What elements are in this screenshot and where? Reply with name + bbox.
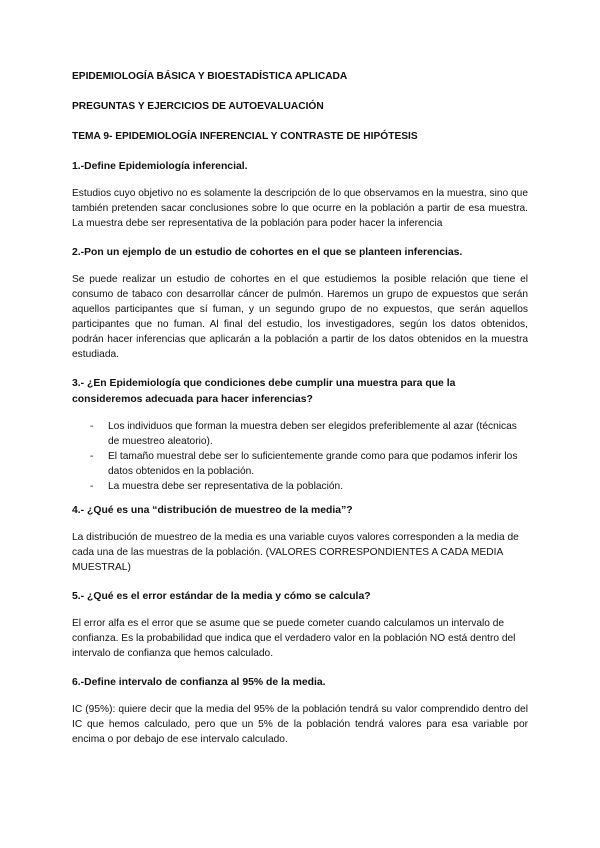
question-5: 5.- ¿Qué es el error estándar de la media y cómo se calcula? (72, 591, 371, 602)
list-item-text: El tamaño muestral debe ser lo suficientemente grande como para que podamos inferir los datos obtenidos en la población. (108, 451, 518, 477)
question-3: 3.- ¿En Epidemiología que condiciones debe cumplir una muestra para que la consideremos adecuada para hacer inferencias? (72, 378, 456, 405)
answer-5: El error alfa es el error que se asume que se puede cometer cuando calculamos un intervalo de confianza. Es la probabilidad que indica que el verdadero valor en la población NO está dentro del intervalo de confianza que hemos calculado. (72, 618, 516, 659)
section-title: PREGUNTAS Y EJERCICIOS DE AUTOEVALUACIÓN (72, 101, 324, 112)
conditions-list (72, 419, 528, 494)
question-2: 2.-Pon un ejemplo de un estudio de cohortes en el que se planteen inferencias. (72, 247, 463, 258)
topic-title: TEMA 9- EPIDEMIOLOGÍA INFERENCIAL Y CONTRASTE DE HIPÓTESIS (72, 131, 418, 142)
list-item (72, 419, 528, 449)
answer-1: Estudios cuyo objetivo no es solamente la descripción de lo que observamos en la muestra, sino que también pretenden sacar conclusiones sobre lo que ocurre en la población a partir de esa muestra. La muestra debe ser representativa de la población para poder hacer la inferencia (72, 188, 528, 229)
list-item-text: La muestra debe ser representativa de la población. (108, 481, 344, 492)
document-page (72, 70, 528, 761)
list-item (72, 479, 528, 494)
answer-6: IC (95%): quiere decir que la media del 95% de la población tendrá su valor comprendido dentro del IC que hemos calculado, pero que un 5% de la población tendrá valores para esa variable por encima o por debajo de ese intervalo calculado. (72, 704, 528, 745)
list-item (72, 449, 528, 479)
list-item-text: Los individuos que forman la muestra deben ser elegidos preferiblemente al azar (técnicas de muestreo aleatorio). (108, 421, 517, 447)
question-1: 1.-Define Epidemiología inferencial. (72, 161, 248, 172)
question-6: 6.-Define intervalo de confianza al 95% de la media. (72, 677, 326, 688)
dash-bullet: - (90, 451, 94, 462)
answer-2: Se puede realizar un estudio de cohortes en el que estudiemos la posible relación que tiene el consumo de tabaco con desarrollar cáncer de pulmón. Haremos un grupo de expuestos que serán aquellos participantes que sí fuman, y un segundo grupo de no expuestos, que serán aquellos participantes que no fuman. Al final del estudio, los investigadores, según los datos obtenidos, podrán hacer inferencias que aplicarán a la población a partir de los datos obtenidos en la muestra estudiada. (72, 274, 528, 360)
answer-4: La distribución de muestreo de la media es una variable cuyos valores corresponden a la media de cada una de las muestras de la población. (VALORES CORRESPONDIENTES A CADA MEDIA MUESTRAL) (72, 532, 519, 573)
course-title: EPIDEMIOLOGÍA BÁSICA Y BIOESTADÍSTICA APLICADA (72, 71, 348, 82)
dash-bullet: - (90, 481, 94, 492)
question-4: 4.- ¿Qué es una “distribución de muestreo de la media”? (72, 505, 353, 516)
dash-bullet: - (90, 421, 94, 432)
